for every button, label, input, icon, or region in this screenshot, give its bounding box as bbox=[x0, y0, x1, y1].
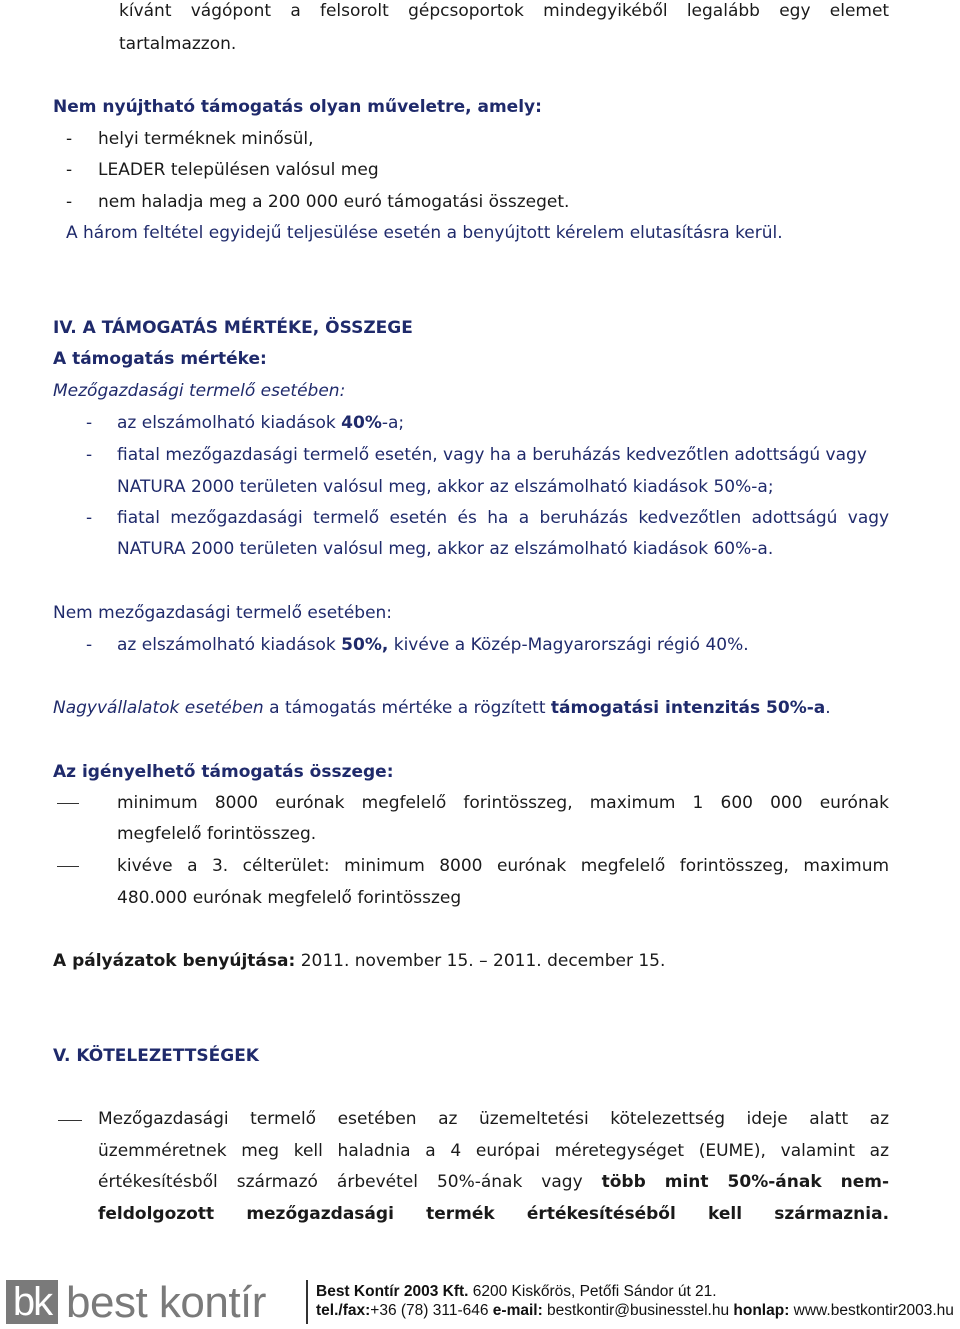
word: az bbox=[438, 1109, 458, 1129]
word: 4 bbox=[450, 1141, 462, 1161]
section-4-subtitle: A támogatás mértéke: bbox=[53, 349, 267, 369]
word: a bbox=[425, 1141, 436, 1161]
word: minimum bbox=[344, 856, 425, 876]
word: eurónak bbox=[819, 793, 889, 813]
obligation-dash bbox=[58, 1120, 82, 1121]
word: több bbox=[601, 1172, 646, 1192]
word: eurónak bbox=[275, 793, 345, 813]
large-company-end: . bbox=[825, 698, 831, 718]
amount-heading: Az igényelhető támogatás összege: bbox=[53, 762, 394, 782]
word: az bbox=[869, 1109, 889, 1129]
word: méretegységet bbox=[554, 1141, 685, 1161]
word: ideje bbox=[746, 1109, 788, 1129]
word: a bbox=[290, 1, 301, 21]
agri-dash-1: - bbox=[86, 413, 93, 433]
large-company-mid: a támogatás mértéke a rögzített bbox=[263, 698, 551, 718]
word: kivéve bbox=[117, 856, 173, 876]
deadline-value: 2011. november 15. – 2011. december 15. bbox=[295, 951, 666, 971]
not-supported-note: A három feltétel egyidejű teljesülése esetén a benyújtott kérelem elutasításra kerül. bbox=[66, 223, 783, 243]
word: 1 bbox=[692, 793, 704, 813]
agri-item-1-post: -a; bbox=[381, 413, 405, 433]
company-logo-text: best kontír bbox=[66, 1278, 266, 1327]
word: a bbox=[187, 856, 198, 876]
footer-contact-line bbox=[316, 1302, 954, 1320]
word: kell bbox=[707, 1204, 743, 1224]
amount-dash-2 bbox=[57, 866, 79, 867]
word: felsorolt bbox=[319, 1, 389, 21]
amount-dash-1 bbox=[57, 803, 79, 804]
nonagri-post: kivéve a Közép-Magyarországi régió 40%. bbox=[388, 635, 749, 655]
intro-line-2: tartalmazzon. bbox=[119, 34, 237, 54]
agri-item-1 bbox=[117, 412, 404, 434]
word: mezőgazdasági bbox=[170, 508, 303, 528]
word: termelő bbox=[313, 508, 380, 528]
word: adottságú bbox=[751, 508, 838, 528]
footer-email-link[interactable]: bestkontir@businesstel.hu bbox=[542, 1302, 734, 1319]
word: 8000 bbox=[439, 856, 483, 876]
word: európai bbox=[475, 1141, 541, 1161]
obligation-line-1 bbox=[98, 1108, 889, 1130]
footer-tel[interactable]: +36 (78) 311-646 bbox=[370, 1302, 493, 1319]
obligation-line-4 bbox=[98, 1203, 889, 1225]
word: esetében bbox=[337, 1109, 417, 1129]
word: és bbox=[457, 508, 477, 528]
word: forintösszeg, bbox=[463, 793, 573, 813]
word: legalább bbox=[686, 1, 760, 21]
word: kötelezettség bbox=[610, 1109, 726, 1129]
page-footer bbox=[0, 1272, 960, 1327]
agri-item-2-line-1: fiatal mezőgazdasági termelő esetén, vagy ha a beruházás kedvezőtlen adottságú vagy bbox=[117, 445, 867, 465]
word: célterület: bbox=[242, 856, 330, 876]
not-supported-item-1: helyi terméknek minősül, bbox=[98, 129, 314, 149]
nonagri-heading: Nem mezőgazdasági termelő esetében: bbox=[53, 603, 393, 623]
word: forintösszeg, bbox=[679, 856, 789, 876]
amount-item-2-line-2: 480.000 eurónak megfelelő forintösszeg bbox=[117, 888, 462, 908]
word: meg bbox=[241, 1141, 280, 1161]
word: gépcsoportok bbox=[408, 1, 524, 21]
nonagri-pre: az elszámolható kiadások bbox=[117, 635, 342, 655]
footer-address-line bbox=[316, 1283, 717, 1301]
word: maximum bbox=[589, 793, 676, 813]
word: (EUME), bbox=[698, 1141, 766, 1161]
word: 600 bbox=[720, 793, 753, 813]
word: származnia. bbox=[774, 1204, 890, 1224]
agri-item-3-line-1 bbox=[117, 507, 889, 529]
word: mezőgazdasági bbox=[246, 1204, 394, 1224]
word: vágópont bbox=[190, 1, 272, 21]
word: haladnia bbox=[337, 1141, 411, 1161]
word: ha bbox=[487, 508, 509, 528]
word: feldolgozott bbox=[98, 1204, 215, 1224]
agri-item-1-bold: 40% bbox=[341, 413, 382, 433]
large-company-line bbox=[53, 697, 831, 719]
not-supported-dash-1: - bbox=[66, 129, 73, 149]
word: kívánt bbox=[119, 1, 172, 21]
footer-email-label: e-mail: bbox=[492, 1302, 543, 1319]
nonagri-bold: 50%, bbox=[341, 635, 389, 655]
word: valamint bbox=[780, 1141, 855, 1161]
not-supported-heading: Nem nyújtható támogatás olyan műveletre, amely: bbox=[53, 97, 542, 117]
not-supported-dash-3: - bbox=[66, 192, 73, 212]
footer-divider bbox=[306, 1280, 308, 1324]
word: árbevétel bbox=[336, 1172, 418, 1192]
obligation-line-3 bbox=[98, 1171, 889, 1193]
word: alatt bbox=[809, 1109, 849, 1129]
word: értékesítésből bbox=[98, 1172, 218, 1192]
deadline bbox=[53, 950, 665, 972]
word: 000 bbox=[770, 793, 803, 813]
agri-heading: Mezőgazdasági termelő esetében: bbox=[53, 381, 346, 401]
section-5-title: V. KÖTELEZETTSÉGEK bbox=[53, 1046, 259, 1066]
agri-dash-2: - bbox=[86, 445, 93, 465]
word: termelő bbox=[250, 1109, 317, 1129]
word: termék bbox=[426, 1204, 495, 1224]
not-supported-item-3: nem haladja meg a 200 000 euró támogatási összeget. bbox=[98, 192, 570, 212]
section-4-title: IV. A TÁMOGATÁS MÉRTÉKE, ÖSSZEGE bbox=[53, 318, 413, 338]
word: maximum bbox=[803, 856, 890, 876]
word: egy bbox=[779, 1, 811, 21]
word: elemet bbox=[829, 1, 890, 21]
word: vagy bbox=[541, 1172, 583, 1192]
word: mint bbox=[664, 1172, 709, 1192]
nonagri-item bbox=[117, 634, 749, 656]
amount-item-1-line-2: megfelelő forintösszeg. bbox=[117, 824, 317, 844]
large-company-bold: támogatási intenzitás 50%-a bbox=[550, 698, 826, 718]
word: megfelelő bbox=[580, 856, 666, 876]
word: mindegyikéből bbox=[543, 1, 668, 21]
amount-item-2-line-1 bbox=[117, 855, 889, 877]
intro-line-1 bbox=[119, 0, 889, 22]
word: 8000 bbox=[214, 793, 259, 813]
agri-item-3-line-2: NATURA 2000 területen valósul meg, akkor az elszámolható kiadások 60%-a. bbox=[117, 539, 774, 559]
word: 3. bbox=[211, 856, 229, 876]
word: származó bbox=[236, 1172, 318, 1192]
word: esetén bbox=[389, 508, 448, 528]
word: megfelelő bbox=[361, 793, 447, 813]
word: eurónak bbox=[496, 856, 567, 876]
word: kell bbox=[293, 1141, 323, 1161]
word: vagy bbox=[847, 508, 890, 528]
word: 50%-ának bbox=[436, 1172, 523, 1192]
company-logo-mark: bk bbox=[6, 1280, 58, 1324]
agri-item-2-line-2: NATURA 2000 területen valósul meg, akkor az elszámolható kiadások 50%-a; bbox=[117, 477, 774, 497]
word: üzemméretnek bbox=[98, 1141, 227, 1161]
footer-web-link[interactable]: www.bestkontir2003.hu bbox=[789, 1302, 954, 1319]
word: fiatal bbox=[117, 508, 160, 528]
amount-item-1-line-1 bbox=[117, 792, 889, 814]
word: üzemeltetési bbox=[478, 1109, 589, 1129]
word: a bbox=[518, 508, 530, 528]
footer-web-label: honlap: bbox=[733, 1302, 790, 1319]
word: minimum bbox=[117, 793, 198, 813]
footer-company: Best Kontír 2003 Kft. bbox=[316, 1283, 469, 1300]
not-supported-dash-2: - bbox=[66, 160, 73, 180]
footer-address: 6200 Kiskőrös, Petőfi Sándor út 21. bbox=[468, 1283, 717, 1300]
nonagri-dash: - bbox=[86, 635, 93, 655]
agri-item-1-pre: az elszámolható kiadások bbox=[117, 413, 342, 433]
word: Mezőgazdasági bbox=[98, 1109, 229, 1129]
word: beruházás bbox=[539, 508, 628, 528]
not-supported-item-2: LEADER településen valósul meg bbox=[98, 160, 379, 180]
word: 50%-ának bbox=[727, 1172, 822, 1192]
deadline-label: A pályázatok benyújtása: bbox=[53, 951, 296, 971]
agri-dash-3: - bbox=[86, 508, 93, 528]
large-company-italic: Nagyvállalatok esetében bbox=[53, 698, 264, 718]
word: az bbox=[869, 1141, 889, 1161]
word: értékesítéséből bbox=[526, 1204, 676, 1224]
obligation-line-2 bbox=[98, 1140, 889, 1162]
word: kedvezőtlen bbox=[638, 508, 742, 528]
footer-tel-label: tel./fax: bbox=[316, 1302, 371, 1319]
word: nem- bbox=[840, 1172, 890, 1192]
